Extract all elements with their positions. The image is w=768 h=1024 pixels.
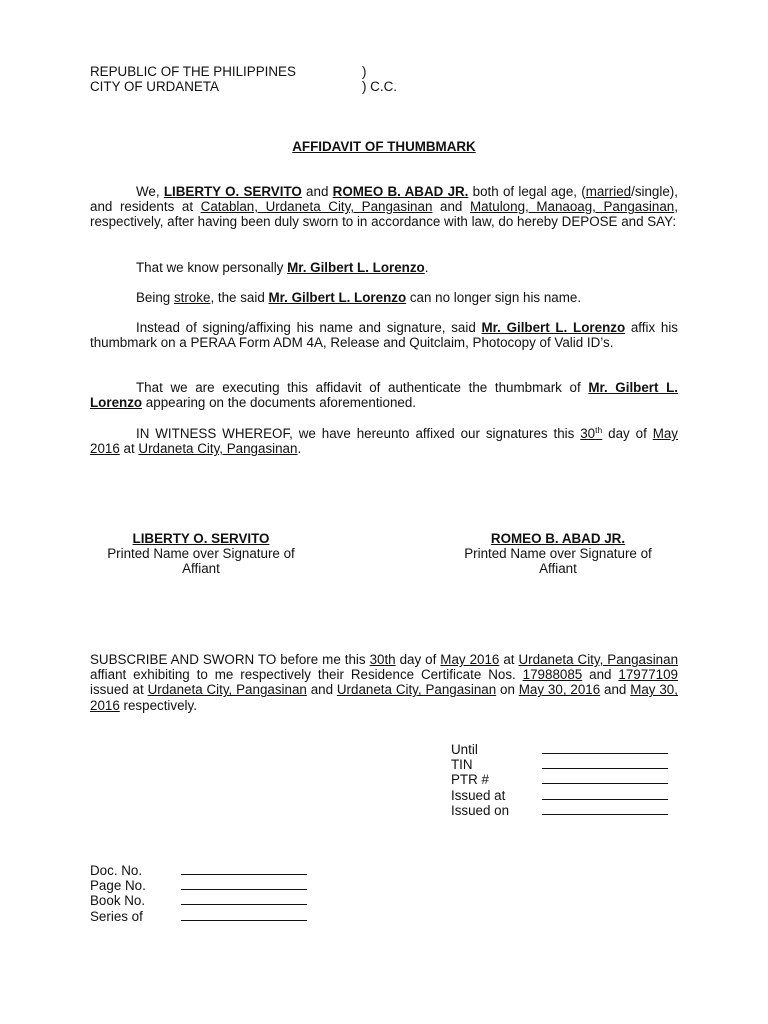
paragraph-executing: That we are executing this affidavit of authenticate the thumbmark of Mr. Gilbert L. Lorenzo appearing on the documents aforementioned. (90, 380, 679, 411)
header-city: CITY OF URDANETA (90, 79, 219, 94)
header-paren: ) (362, 64, 367, 79)
record-blank-book[interactable] (181, 893, 307, 908)
affiant-name-2: ROMEO B. ABAD JR. (332, 184, 469, 199)
notary-label-issued-at: Issued at (451, 788, 506, 803)
signature-right-name: ROMEO B. ABAD JR. (490, 531, 626, 546)
signature-left-name: LIBERTY O. SERVITO (132, 531, 270, 546)
paragraph-parties: We, LIBERTY O. SERVITO and ROMEO B. ABAD JR. both of legal age, (married/single), and residents at Catablan, Urdaneta City, Pangasinan and Matulong, Manaoag, Pangasinan, respectively, after having been duly sworn to in accordance with law, do hereby DEPOSE and SAY: (90, 184, 678, 230)
notary-blank-issued-on[interactable] (542, 803, 668, 818)
paragraph-thumbmark: Instead of signing/affixing his name and signature, said Mr. Gilbert L. Lorenzo affix his thumbmark on a PERAA Form ADM 4A, Release and Quitclaim, Photocopy of Valid ID’s. (90, 320, 678, 351)
notary-label-issued-on: Issued on (451, 803, 510, 818)
paragraph-know-personally: That we know personally Mr. Gilbert L. Lorenzo. (136, 260, 429, 275)
record-label-page: Page No. (90, 878, 146, 893)
header-republic: REPUBLIC OF THE PHILIPPINES (90, 64, 296, 79)
signature-right-affiant: Affiant (539, 561, 577, 576)
notary-label-ptr: PTR # (451, 772, 489, 787)
notary-label-until: Until (451, 742, 478, 757)
notary-blank-issued-at[interactable] (542, 788, 668, 803)
record-label-doc: Doc. No. (90, 863, 143, 878)
notary-blank-ptr[interactable] (542, 772, 668, 787)
record-blank-page[interactable] (181, 878, 307, 893)
notary-label-tin: TIN (451, 757, 473, 772)
record-label-book: Book No. (90, 893, 146, 908)
signature-left-affiant: Affiant (182, 561, 220, 576)
notary-blank-tin[interactable] (542, 757, 668, 772)
signature-right-caption: Printed Name over Signature of (464, 546, 652, 561)
record-label-series: Series of (90, 909, 143, 924)
document-title: AFFIDAVIT OF THUMBMARK (292, 139, 476, 154)
affiant-name-1: LIBERTY O. SERVITO (163, 184, 302, 199)
signature-left-caption: Printed Name over Signature of (107, 546, 295, 561)
jurat-paragraph: SUBSCRIBE AND SWORN TO before me this 30th day of May 2016 at Urdaneta City, Pangasinan affiant exhibiting to me respectively their Residence Certificate Nos. 17988085 and 17977109 issued at Urdaneta City, Pangasinan and Urdaneta City, Pangasinan on May 30, 2016 and May 30, 2016 respectively. (90, 652, 679, 713)
paragraph-witness: IN WITNESS WHEREOF, we have hereunto affixed our signatures this 30th day of May 2016 at Urdaneta City, Pangasinan. (90, 425, 678, 457)
notary-blank-until[interactable] (542, 742, 668, 757)
paragraph-stroke: Being stroke, the said Mr. Gilbert L. Lorenzo can no longer sign his name. (136, 290, 582, 305)
residence-cert-2: 17977109 (618, 667, 678, 683)
record-blank-series[interactable] (181, 909, 307, 924)
record-blank-doc[interactable] (181, 863, 307, 878)
residence-2: Matulong, Manaoag, Pangasinan (469, 199, 675, 215)
header-cc: ) C.C. (362, 79, 397, 94)
residence-1: Catablan, Urdaneta City, Pangasinan (200, 199, 433, 215)
residence-cert-1: 17988085 (522, 667, 583, 683)
